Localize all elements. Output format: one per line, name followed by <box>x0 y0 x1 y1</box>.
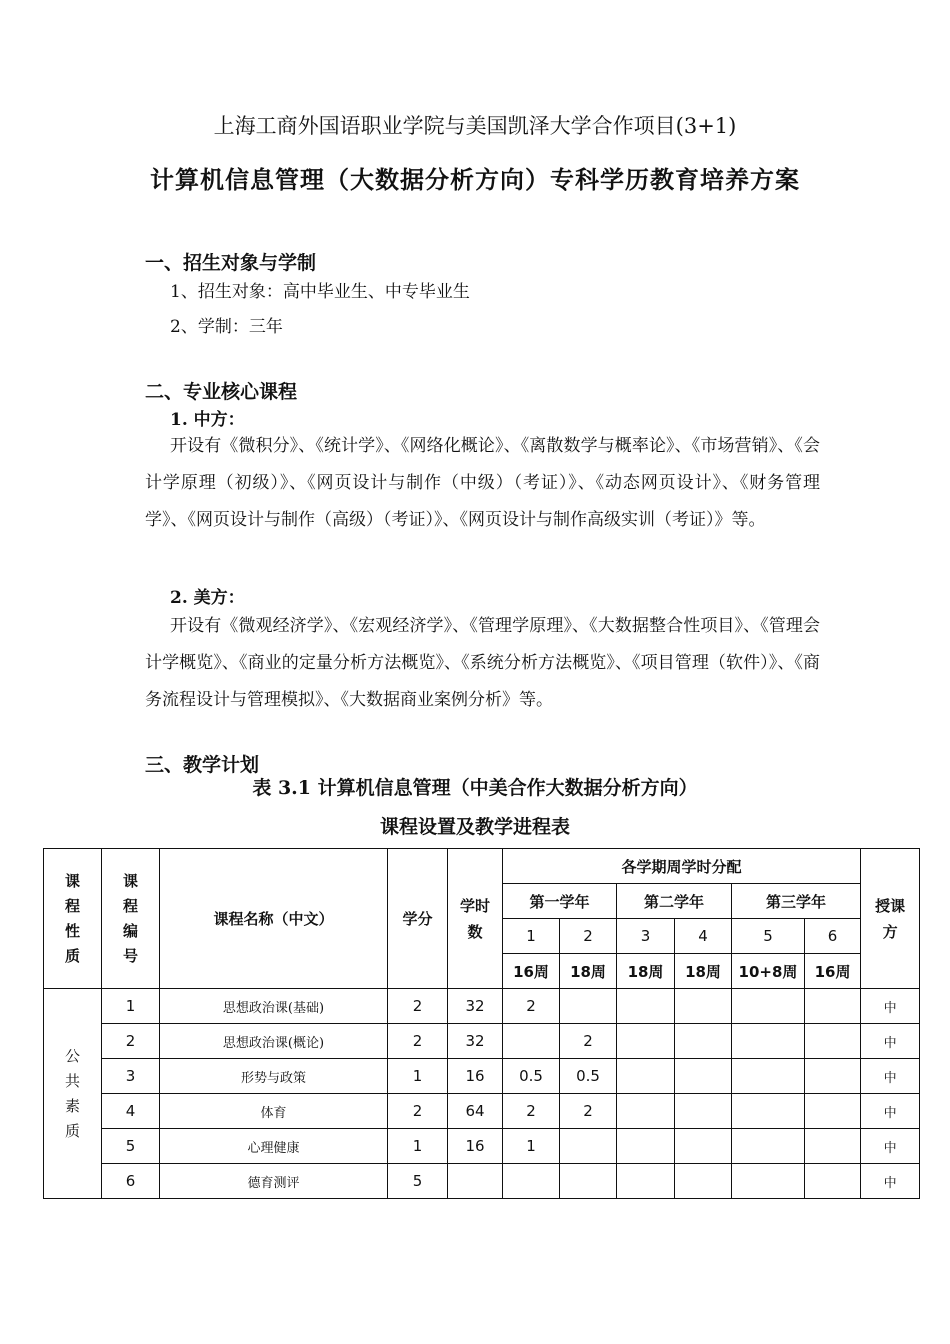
row-course-name: 思想政治课(基础) <box>160 989 388 1024</box>
table-row <box>44 989 920 1024</box>
row-credit: 5 <box>388 1164 448 1199</box>
row-hours: 64 <box>448 1094 503 1129</box>
section1-item-enrollment: 1、招生对象：高中毕业生、中专毕业生 <box>170 282 470 302</box>
header-course-number: 课程编号 <box>102 849 160 989</box>
table-row <box>44 1024 920 1059</box>
header-weeks: 18周 <box>617 954 675 989</box>
row-term-2 <box>560 1129 617 1164</box>
row-course-name: 德育测评 <box>160 1164 388 1199</box>
header-term: 5 <box>732 919 805 954</box>
row-term-2: 0.5 <box>560 1059 617 1094</box>
header-teaching-party: 授课方 <box>861 849 920 989</box>
row-course-name: 体育 <box>160 1094 388 1129</box>
row-teaching-party: 中 <box>861 1059 920 1094</box>
section1-heading: 一、招生对象与学制 <box>145 252 317 274</box>
row-term-5 <box>732 1129 805 1164</box>
section1-item-duration: 2、学制：三年 <box>170 317 283 337</box>
row-term-5 <box>732 1094 805 1129</box>
row-term-6 <box>805 989 861 1024</box>
row-term-5 <box>732 1059 805 1094</box>
row-term-2 <box>560 989 617 1024</box>
row-credit: 2 <box>388 1094 448 1129</box>
row-term-4 <box>675 1059 732 1094</box>
row-course-name: 形势与政策 <box>160 1059 388 1094</box>
row-number: 1 <box>102 989 160 1024</box>
row-term-2 <box>560 1164 617 1199</box>
row-term-3 <box>617 1059 675 1094</box>
section2-para-american: 开设有《微观经济学》、《宏观经济学》、《管理学原理》、《大数据整合性项目》、《管理会计学概览》、《商业的定量分析方法概览》、《系统分析方法概览》、《项目管理（软件）》、《商务流程设计与管理模拟》、《大数据商业案例分析》等。 <box>145 616 820 710</box>
row-number: 4 <box>102 1094 160 1129</box>
row-term-1: 2 <box>503 989 560 1024</box>
header-credit: 学分 <box>388 849 448 989</box>
row-term-3 <box>617 1129 675 1164</box>
teaching-plan-table <box>43 848 920 1199</box>
table-row <box>44 1059 920 1094</box>
row-term-1 <box>503 1164 560 1199</box>
row-number: 6 <box>102 1164 160 1199</box>
section3-heading: 三、教学计划 <box>145 754 260 776</box>
row-teaching-party: 中 <box>861 1129 920 1164</box>
header-term: 3 <box>617 919 675 954</box>
section2-para-chinese: 开设有《微积分》、《统计学》、《网络化概论》、《离散数学与概率论》、《市场营销》、《会计学原理（初级）》、《网页设计与制作（中级）（考证）》、《动态网页设计》、《财务管理学》、《网页设计与制作（高级）（考证）》、《网页设计与制作高级实训（考证）》等。 <box>145 436 820 530</box>
row-term-6 <box>805 1024 861 1059</box>
header-weekly-distribution: 各学期周学时分配 <box>503 849 861 884</box>
row-hours: 32 <box>448 1024 503 1059</box>
row-teaching-party: 中 <box>861 1024 920 1059</box>
row-term-2: 2 <box>560 1094 617 1129</box>
row-number: 5 <box>102 1129 160 1164</box>
row-hours <box>448 1164 503 1199</box>
table-row <box>44 1094 920 1129</box>
section2-sub-american: 2. 美方： <box>170 588 245 608</box>
row-term-1 <box>503 1024 560 1059</box>
row-teaching-party: 中 <box>861 1164 920 1199</box>
row-hours: 32 <box>448 989 503 1024</box>
row-term-5 <box>732 1024 805 1059</box>
row-course-name: 心理健康 <box>160 1129 388 1164</box>
header-weeks: 16周 <box>503 954 560 989</box>
row-term-3 <box>617 1024 675 1059</box>
header-year-2: 第二学年 <box>617 884 732 919</box>
row-teaching-party: 中 <box>861 1094 920 1129</box>
row-credit: 2 <box>388 989 448 1024</box>
row-number: 3 <box>102 1059 160 1094</box>
header-hours: 学时数 <box>448 849 503 989</box>
row-term-6 <box>805 1059 861 1094</box>
row-term-3 <box>617 1164 675 1199</box>
header-term: 1 <box>503 919 560 954</box>
header-weeks: 10+8周 <box>732 954 805 989</box>
row-teaching-party: 中 <box>861 989 920 1024</box>
section2-sub-chinese: 1. 中方： <box>170 410 245 430</box>
header-weeks: 18周 <box>560 954 617 989</box>
row-term-6 <box>805 1164 861 1199</box>
section2-heading: 二、专业核心课程 <box>145 381 298 403</box>
header-course-nature: 课程性质 <box>44 849 102 989</box>
group-public-quality: 公共素质 <box>44 989 102 1199</box>
row-term-6 <box>805 1094 861 1129</box>
row-hours: 16 <box>448 1129 503 1164</box>
row-term-6 <box>805 1129 861 1164</box>
row-number: 2 <box>102 1024 160 1059</box>
row-term-3 <box>617 1094 675 1129</box>
row-term-4 <box>675 1129 732 1164</box>
document-subtitle: 上海工商外国语职业学院与美国凯泽大学合作项目(3+1) <box>213 114 737 138</box>
table-row <box>44 1164 920 1199</box>
row-term-5 <box>732 1164 805 1199</box>
row-course-name: 思想政治课(概论) <box>160 1024 388 1059</box>
header-year-1: 第一学年 <box>503 884 617 919</box>
row-credit: 2 <box>388 1024 448 1059</box>
document-title: 计算机信息管理（大数据分析方向）专科学历教育培养方案 <box>150 165 800 194</box>
row-term-2: 2 <box>560 1024 617 1059</box>
row-term-4 <box>675 1024 732 1059</box>
header-term: 6 <box>805 919 861 954</box>
row-term-5 <box>732 989 805 1024</box>
table-row <box>44 1129 920 1164</box>
row-credit: 1 <box>388 1129 448 1164</box>
header-weeks: 16周 <box>805 954 861 989</box>
row-term-1: 0.5 <box>503 1059 560 1094</box>
header-year-3: 第三学年 <box>732 884 861 919</box>
row-term-4 <box>675 989 732 1024</box>
header-weeks: 18周 <box>675 954 732 989</box>
row-term-4 <box>675 1094 732 1129</box>
row-hours: 16 <box>448 1059 503 1094</box>
row-term-3 <box>617 989 675 1024</box>
header-term: 4 <box>675 919 732 954</box>
header-course-name: 课程名称（中文） <box>160 849 388 989</box>
table-caption-1: 表 3.1 计算机信息管理（中美合作大数据分析方向） <box>252 777 698 799</box>
row-term-4 <box>675 1164 732 1199</box>
row-term-1: 1 <box>503 1129 560 1164</box>
table-caption-2: 课程设置及教学进程表 <box>379 816 570 838</box>
header-term: 2 <box>560 919 617 954</box>
row-term-1: 2 <box>503 1094 560 1129</box>
row-credit: 1 <box>388 1059 448 1094</box>
